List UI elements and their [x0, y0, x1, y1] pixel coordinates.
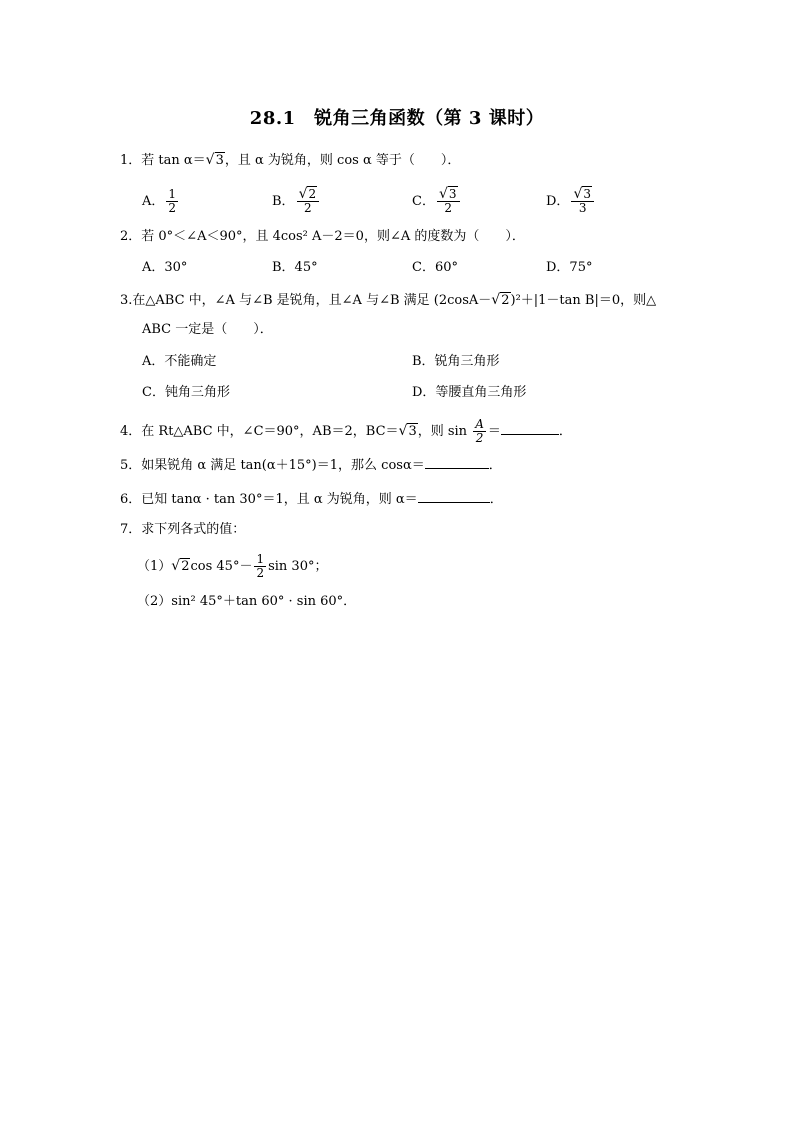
- page-title: 28.1 锐角三角函数（第 3 课时）: [249, 108, 545, 129]
- q3-option-b[interactable]: B．锐角三角形: [412, 354, 500, 369]
- q1-a-fraction: $\frac{1}{2}$: [168, 187, 177, 215]
- q1-b-fraction: $\frac{√2}{2}$: [297, 188, 320, 215]
- q1-option-b[interactable]: B． $\frac{√2}{2}$: [272, 188, 321, 215]
- q3-option-d[interactable]: D．等腰直角三角形: [412, 385, 527, 400]
- q1-option-d[interactable]: D． $\frac{√3}{3}$: [546, 188, 596, 215]
- answer-blank-5[interactable]: [425, 456, 489, 469]
- question-7: 7．求下列各式的值：: [120, 522, 246, 537]
- q1-stem-suffix: ，且 α 为锐角，则 cos α 等于（ ）．: [224, 153, 461, 168]
- q1-sqrt: √3: [205, 152, 224, 168]
- question-2: 2．若 0°＜∠A＜90°，且 4cos² A－2＝0，则∠A 的度数为（ ）．: [120, 229, 525, 244]
- q2-option-b[interactable]: B．45°: [272, 260, 318, 275]
- q7-sqrt: √2: [171, 558, 190, 574]
- question-5: 5．如果锐角 α 满足 tan(α＋15°)＝1，那么 cosα＝ ．: [120, 458, 502, 473]
- answer-blank-4[interactable]: [501, 422, 559, 435]
- q1-option-a[interactable]: A． $\frac{1}{2}$: [142, 187, 177, 215]
- question-6: 6．已知 tanα · tan 30°＝1，且 α 为锐角，则 α＝ ．: [120, 492, 503, 507]
- q4-sqrt: √3: [398, 423, 417, 439]
- q7-fraction: $\frac{1}{2}$: [256, 552, 265, 580]
- question-7-part-2: （2）sin² 45°＋tan 60° · sin 60°．: [137, 594, 357, 609]
- q2-option-d[interactable]: D．75°: [546, 260, 593, 275]
- q1-option-c[interactable]: C． $\frac{√3}{2}$: [412, 188, 462, 215]
- q1-c-fraction: $\frac{√3}{2}$: [437, 188, 460, 215]
- q3-option-c[interactable]: C．钝角三角形: [142, 385, 230, 400]
- question-1: [120, 150, 460, 171]
- q4-fraction: $\frac{A}{2}$: [475, 417, 484, 445]
- question-3-line2: ABC 一定是（ ）．: [142, 322, 273, 337]
- answer-blank-6[interactable]: [418, 490, 490, 503]
- q1-d-fraction: $\frac{√3}{3}$: [571, 188, 594, 215]
- question-3: 3.在△ABC 中，∠A 与∠B 是锐角，且∠A 与∠B 满足 (2cosA－√2)²＋|1－tan B|＝0，则△: [120, 290, 656, 311]
- q3-option-a[interactable]: A．不能确定: [142, 354, 217, 369]
- q2-option-c[interactable]: C．60°: [412, 260, 458, 275]
- question-7-part-1: （1）√2cos 45°－ $\frac{1}{2}$ sin 30°；: [137, 552, 328, 580]
- question-4: 4．在 Rt△ABC 中，∠C＝90°，AB＝2，BC＝√3，则 sin $\frac{A}{2}$ ＝ ．: [120, 417, 572, 445]
- q3-sqrt: √2: [491, 292, 510, 308]
- q2-option-a[interactable]: A．30°: [142, 260, 188, 275]
- q1-stem-prefix: 1．若 tan α＝: [120, 153, 206, 168]
